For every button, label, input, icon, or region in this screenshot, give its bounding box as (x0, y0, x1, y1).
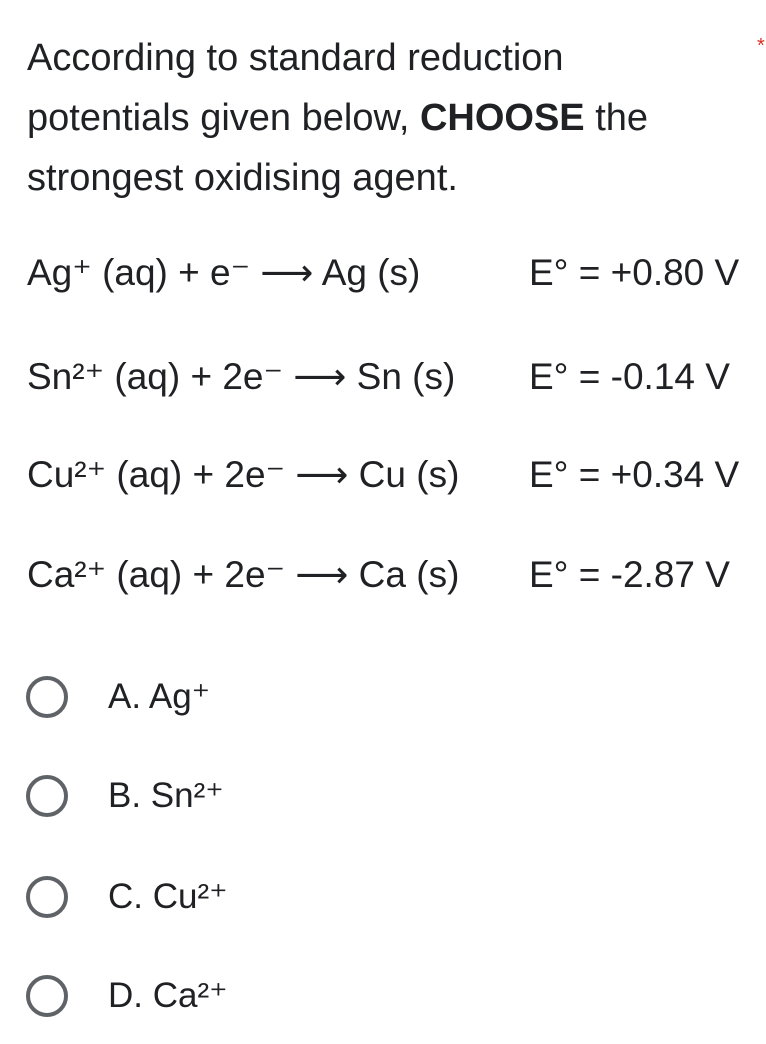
question-text-end: the strongest oxidising agent. (27, 97, 649, 199)
equation-potential: E° = +0.80 V (529, 252, 740, 293)
equation-potential: E° = -2.87 V (529, 554, 730, 595)
question-emphasis: CHOOSE (419, 97, 585, 139)
question-text (27, 28, 727, 208)
equation-row-cu (27, 450, 740, 500)
option-b[interactable] (26, 771, 224, 821)
option-label: D. Ca²⁺ (108, 976, 228, 1015)
equation-row-sn (27, 352, 730, 402)
option-label: C. Cu²⁺ (108, 877, 228, 916)
equation-reaction: Cu²⁺ (aq) + 2e⁻ ⟶ Cu (s) (27, 454, 460, 495)
required-mark: * (757, 35, 765, 57)
option-d[interactable] (26, 971, 228, 1021)
equation-potential: E° = -0.14 V (529, 356, 730, 397)
radio-unchecked-icon[interactable] (26, 676, 68, 718)
option-label: A. Ag⁺ (108, 677, 211, 716)
equation-reaction: Ag⁺ (aq) + e⁻ ⟶ Ag (s) (27, 252, 421, 293)
radio-unchecked-icon[interactable] (26, 775, 68, 817)
equation-row-ag (27, 248, 740, 298)
option-label: B. Sn²⁺ (108, 776, 224, 815)
equation-potential: E° = +0.34 V (529, 454, 740, 495)
question-text-start: According to standard reduction potentials given below, (27, 37, 564, 139)
equation-reaction: Ca²⁺ (aq) + 2e⁻ ⟶ Ca (s) (27, 554, 460, 595)
radio-unchecked-icon[interactable] (26, 975, 68, 1017)
radio-unchecked-icon[interactable] (26, 876, 68, 918)
equation-row-ca (27, 550, 730, 600)
option-a[interactable] (26, 672, 210, 722)
option-c[interactable] (26, 872, 228, 922)
equation-reaction: Sn²⁺ (aq) + 2e⁻ ⟶ Sn (s) (27, 356, 456, 397)
